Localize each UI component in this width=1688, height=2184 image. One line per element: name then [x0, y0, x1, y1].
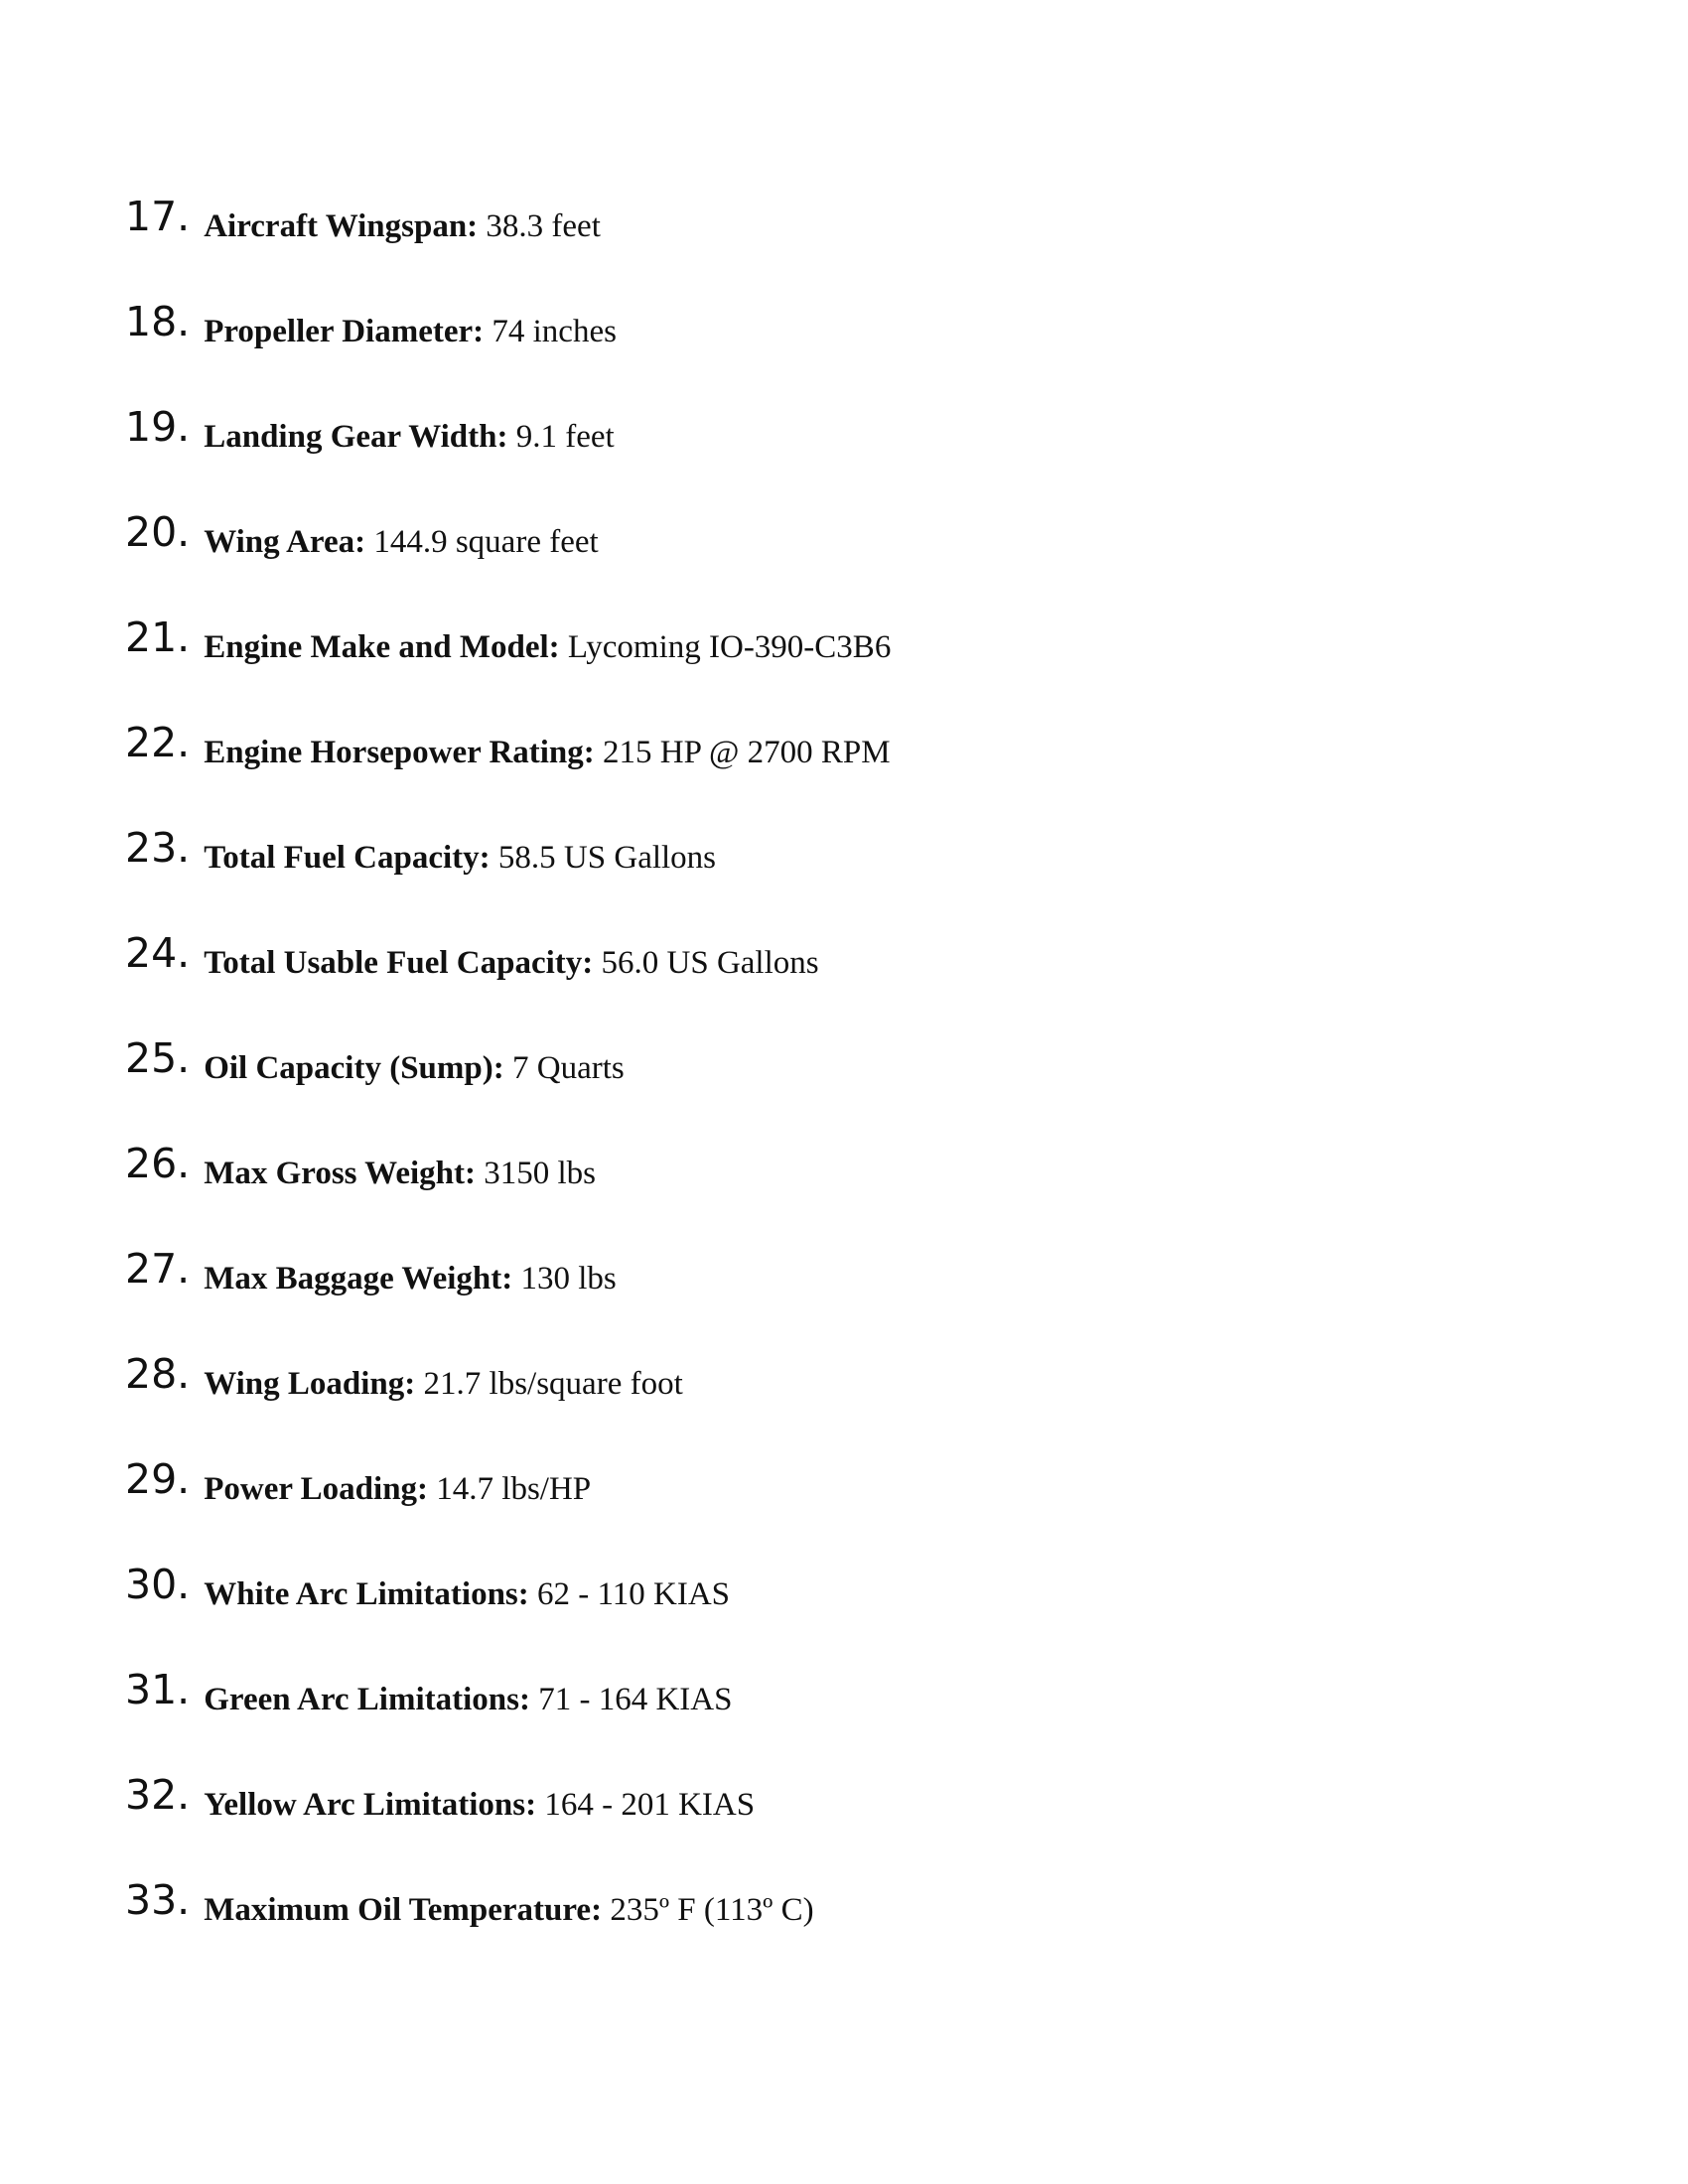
item-text [204, 405, 614, 459]
item-number: 32. [125, 1771, 191, 1819]
spec-item-propeller-diameter [125, 300, 1515, 405]
item-value: 58.5 US Gallons [497, 840, 717, 876]
item-number: 25. [125, 1034, 191, 1082]
spec-item-landing-gear-width [125, 405, 1515, 510]
item-value: 164 - 201 KIAS [544, 1787, 756, 1823]
spec-item-max-baggage-weight [125, 1247, 1515, 1352]
spec-item-wingspan [125, 195, 1515, 300]
item-value: 3150 lbs [484, 1156, 597, 1191]
spec-item-total-fuel [125, 826, 1515, 931]
item-label: Power Loading: [204, 1471, 429, 1507]
item-text [204, 1878, 813, 1932]
item-number: 33. [125, 1876, 191, 1924]
item-number: 26. [125, 1140, 191, 1187]
item-number: 21. [125, 614, 191, 661]
spec-item-usable-fuel [125, 931, 1515, 1036]
spec-item-engine-model [125, 615, 1515, 721]
spec-item-engine-horsepower [125, 721, 1515, 826]
item-value: 56.0 US Gallons [601, 945, 819, 981]
item-number: 17. [125, 193, 191, 240]
item-number: 22. [125, 719, 191, 766]
item-number: 18. [125, 298, 191, 345]
spec-item-yellow-arc [125, 1773, 1515, 1878]
item-number: 19. [125, 403, 191, 451]
item-text [204, 615, 891, 669]
item-value: 14.7 lbs/HP [436, 1471, 592, 1507]
item-text [204, 1773, 755, 1827]
spec-item-oil-capacity [125, 1036, 1515, 1142]
item-value: 38.3 feet [486, 208, 601, 244]
item-value: 71 - 164 KIAS [538, 1682, 733, 1717]
item-value: 9.1 feet [515, 419, 615, 455]
spec-item-max-gross-weight [125, 1142, 1515, 1247]
item-text [204, 1457, 591, 1511]
item-label: White Arc Limitations: [204, 1576, 529, 1612]
item-text [204, 195, 601, 248]
item-label: Green Arc Limitations: [204, 1682, 530, 1717]
item-number: 27. [125, 1245, 191, 1293]
item-text [204, 1036, 625, 1090]
spec-item-power-loading [125, 1457, 1515, 1563]
item-value: 235º F (113º C) [610, 1892, 814, 1928]
item-number: 30. [125, 1561, 191, 1608]
item-label: Wing Loading: [204, 1366, 416, 1402]
item-label: Wing Area: [204, 524, 366, 560]
item-text [204, 931, 818, 985]
item-label: Engine Horsepower Rating: [204, 735, 595, 770]
item-number: 31. [125, 1666, 191, 1713]
item-label: Max Gross Weight: [204, 1156, 476, 1191]
item-label: Oil Capacity (Sump): [204, 1050, 504, 1086]
item-label: Landing Gear Width: [204, 419, 508, 455]
item-value: 62 - 110 KIAS [537, 1576, 731, 1612]
spec-item-white-arc [125, 1563, 1515, 1668]
spec-item-max-oil-temperature [125, 1878, 1515, 1983]
item-label: Yellow Arc Limitations: [204, 1787, 537, 1823]
item-number: 29. [125, 1455, 191, 1503]
item-text [204, 1352, 683, 1406]
item-number: 28. [125, 1350, 191, 1398]
item-label: Total Usable Fuel Capacity: [204, 945, 594, 981]
item-value: 130 lbs [520, 1261, 617, 1297]
spec-item-green-arc [125, 1668, 1515, 1773]
item-text [204, 1668, 732, 1721]
item-label: Max Baggage Weight: [204, 1261, 513, 1297]
item-text [204, 721, 890, 774]
item-number: 24. [125, 929, 191, 977]
item-number: 23. [125, 824, 191, 872]
item-text [204, 300, 617, 353]
item-text [204, 1247, 617, 1300]
item-value: 21.7 lbs/square foot [423, 1366, 683, 1402]
item-text [204, 1142, 596, 1195]
spec-item-wing-loading [125, 1352, 1515, 1457]
item-label: Engine Make and Model: [204, 629, 560, 665]
item-number: 20. [125, 508, 191, 556]
item-label: Maximum Oil Temperature: [204, 1892, 603, 1928]
item-value: 74 inches [492, 314, 617, 349]
spec-item-wing-area [125, 510, 1515, 615]
item-text [204, 1563, 730, 1616]
item-value: 144.9 square feet [373, 524, 599, 560]
item-value: 7 Quarts [511, 1050, 625, 1086]
spec-list [125, 195, 1515, 1983]
item-label: Aircraft Wingspan: [204, 208, 479, 244]
item-label: Propeller Diameter: [204, 314, 485, 349]
item-value: Lycoming IO-390-C3B6 [567, 629, 892, 665]
item-text [204, 826, 716, 880]
item-value: 215 HP @ 2700 RPM [603, 735, 891, 770]
item-label: Total Fuel Capacity: [204, 840, 491, 876]
item-text [204, 510, 598, 564]
